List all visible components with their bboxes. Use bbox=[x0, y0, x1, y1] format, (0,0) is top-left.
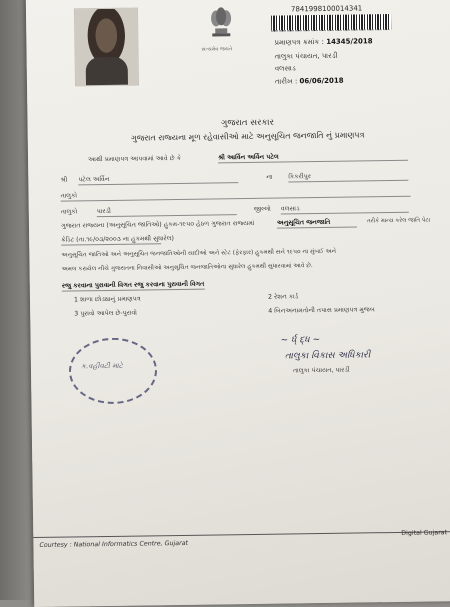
barcode-number: 7841998100014341 bbox=[290, 4, 363, 14]
village-label: ના bbox=[266, 173, 273, 181]
district-label: જીલ્લો bbox=[253, 205, 271, 213]
document-item: 4 બિનઅનામતોની તપાસ પ્રમાણપત્ર મુજબ bbox=[268, 306, 375, 315]
district-value: વલસાડ bbox=[281, 204, 409, 215]
signatory-role: તાલુકા વિકાસ અધિકારી bbox=[284, 350, 371, 362]
signatory-office: તાલુકા પંચાયત, પારડી bbox=[292, 366, 350, 375]
taluka-value: પારડી bbox=[97, 206, 237, 217]
holder-name: શ્રી આર્વિન અર્વિન પટેલ bbox=[218, 152, 408, 164]
taluka-name: તાલુકો bbox=[60, 192, 78, 200]
issue-date-row bbox=[275, 77, 344, 87]
photo-shoulders bbox=[86, 57, 128, 86]
footer-divider bbox=[33, 531, 450, 538]
seal-text: ક.વહીવટી માટે bbox=[80, 361, 123, 371]
certificate-number: 14345/2018 bbox=[326, 37, 373, 46]
act-line: ગુજરાત રાજ્યના (અનુસૂચિત જાતિઓ) હુકમ-૧૯૫૦ હેઠળ ગુજરાત રાજ્યમાં bbox=[60, 219, 255, 230]
category-value: અનુસૂચિત જનજાતિ bbox=[277, 218, 357, 228]
issuing-office: તાલુકા પંચાયત, પારડી bbox=[274, 51, 338, 61]
certificate-page bbox=[26, 0, 450, 607]
order-line: ક્રેડિટ (તા.૧૯/૦૩/૨૦૦૩ ના હુકમથી સુધારેલ) bbox=[61, 235, 175, 244]
emblem-caption: સત્યમેવ જયતે bbox=[201, 46, 233, 53]
office-seal bbox=[69, 337, 158, 404]
applicant-photo bbox=[74, 8, 139, 87]
paragraph-line-1: અનુસૂચિત જાતિઓ અને અનુસૂચિત જનજાતિઓની યાદીઓ અને સ્ટેટ (ફેરફાર) હુકમથી સને ૧૯૫૦ ના મુંબઈ અને bbox=[61, 248, 337, 259]
taluka-underline bbox=[61, 196, 411, 202]
father-name: પટેલ અર્વિન bbox=[78, 174, 238, 185]
document-item: 2 રેશન કાર્ડ bbox=[267, 293, 299, 301]
recognized-label: તરીકે માન્ય કરેલ જાતિ પેટા bbox=[366, 217, 431, 225]
father-label: શ્રી bbox=[60, 176, 68, 184]
document-item: 1 શાળા છોડ્યાનું પ્રમાણપત્ર bbox=[73, 295, 141, 304]
documents-heading: રજુ કરવાના પુરાવાની વિગત રજુ કરવાના પુરાવાની વિગત bbox=[61, 280, 205, 290]
paragraph-line-2: અમલ કરાયેલ નીચે ગુજરાતના નિવાસીઓ અનુસૂચિત જનજાતિઓના સુધારેલ હુકમથી સુધારવામાં આવે છે. bbox=[61, 263, 313, 273]
footer-brand: Digital Gujarat bbox=[401, 529, 448, 537]
issue-date-label: તારીખ : bbox=[274, 77, 298, 86]
state-emblem-icon bbox=[206, 6, 236, 42]
footer-courtesy: Courtesy : National Informatics Centre, Gujarat bbox=[39, 539, 189, 549]
village-name: કિકરીપુર bbox=[288, 172, 408, 183]
signature-scribble: ~ ર્ધ્ દ્ધ ~ bbox=[280, 335, 321, 346]
barcode bbox=[271, 14, 391, 32]
issue-date: 06/06/2018 bbox=[299, 76, 344, 86]
taluka-label: તાલુકો bbox=[60, 208, 78, 216]
title-government: ગુજરાત સરકાર bbox=[221, 117, 275, 129]
issue-place: વલસાડ bbox=[274, 64, 296, 73]
certificate-number-label: પ્રમાણપત્ર ક્રમાંક : bbox=[274, 37, 324, 47]
title-certificate: ગુજરાત રાજ્યના મૂળ રહેવાસીઓ માટે અનુસૂચિત જનજાતિ નું પ્રમાણપત્ર bbox=[130, 130, 365, 143]
issued-to-label: આથી પ્રમાણપત્ર આપવામાં આવે છે કે bbox=[87, 154, 182, 164]
certificate-number-row bbox=[274, 37, 372, 47]
document-item: 3 પુરાવો આપેલ છે-પુરાવો bbox=[74, 309, 138, 318]
